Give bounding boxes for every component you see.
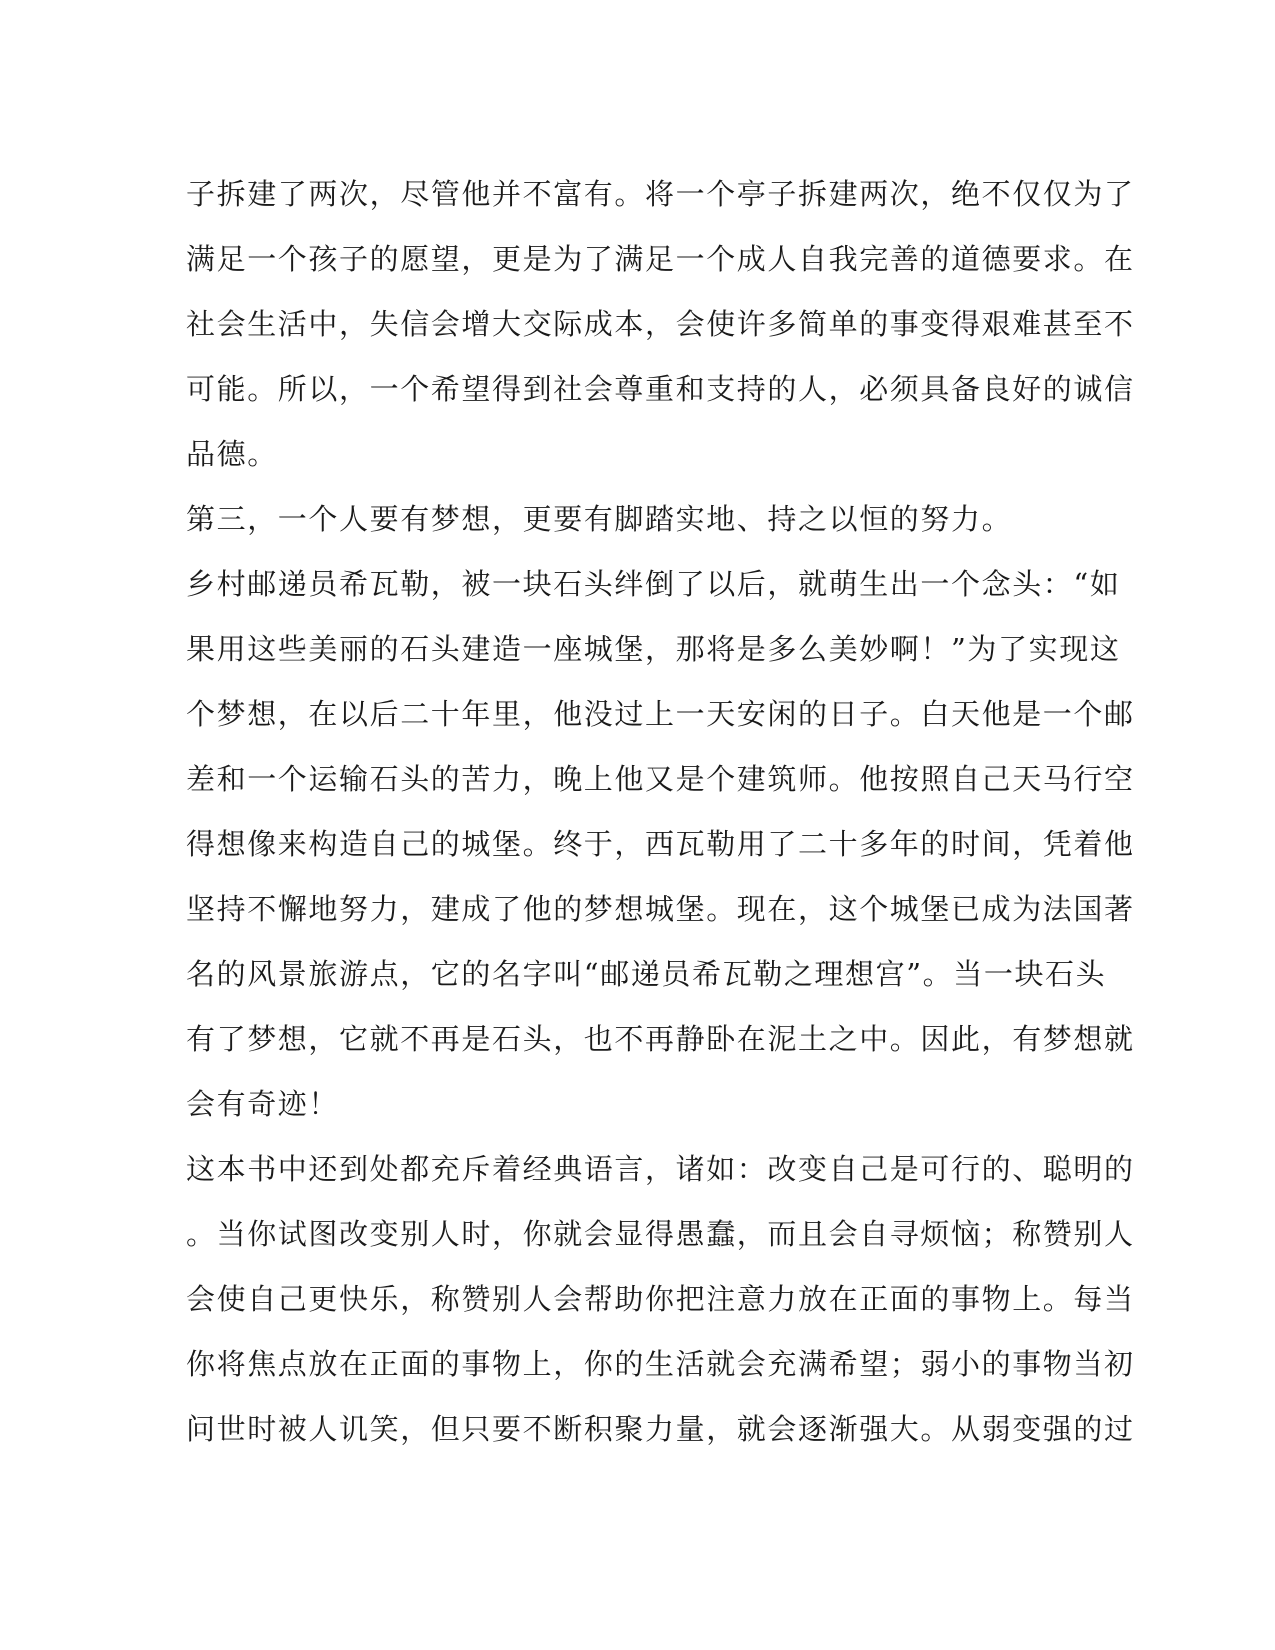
document-body (186, 162, 1135, 1462)
text-line: 会有奇迹！ (186, 1087, 340, 1121)
text-line: 可能。所以，一个希望得到社会尊重和支持的人，必须具备良好的诚信 (186, 372, 1135, 406)
text-line: 你将焦点放在正面的事物上，你的生活就会充满希望；弱小的事物当初 (186, 1347, 1135, 1381)
text-line: 坚持不懈地努力，建成了他的梦想城堡。现在，这个城堡已成为法国著 (186, 892, 1135, 926)
text-line: 乡村邮递员希瓦勒，被一块石头绊倒了以后，就萌生出一个念头：“如 (186, 567, 1121, 601)
text-line: 名的风景旅游点，它的名字叫“邮递员希瓦勒之理想宫”。当一块石头 (186, 957, 1107, 991)
text-line: 差和一个运输石头的苦力，晚上他又是个建筑师。他按照自己天马行空 (186, 762, 1135, 796)
text-line: 子拆建了两次，尽管他并不富有。将一个亭子拆建两次，绝不仅仅为了 (186, 177, 1135, 211)
text-line: 社会生活中，失信会增大交际成本，会使许多简单的事变得艰难甚至不 (186, 307, 1135, 341)
text-line: 这本书中还到处都充斥着经典语言，诸如：改变自己是可行的、聪明的 (186, 1152, 1135, 1186)
text-line: 满足一个孩子的愿望，更是为了满足一个成人自我完善的道德要求。在 (186, 242, 1135, 276)
text-line: 品德。 (186, 437, 278, 471)
text-line: 得想像来构造自己的城堡。终于，西瓦勒用了二十多年的时间，凭着他 (186, 827, 1135, 861)
text-line: 个梦想，在以后二十年里，他没过上一天安闲的日子。白天他是一个邮 (186, 697, 1135, 731)
text-line: 果用这些美丽的石头建造一座城堡，那将是多么美妙啊！”为了实现这 (186, 632, 1121, 666)
text-line: 有了梦想，它就不再是石头，也不再静卧在泥土之中。因此，有梦想就 (186, 1022, 1135, 1056)
text-line: 会使自己更快乐，称赞别人会帮助你把注意力放在正面的事物上。每当 (186, 1282, 1135, 1316)
text-line: 第三，一个人要有梦想，更要有脚踏实地、持之以恒的努力。 (186, 502, 1013, 536)
text-line: 。当你试图改变别人时，你就会显得愚蠢，而且会自寻烦恼；称赞别人 (186, 1217, 1135, 1251)
text-line: 问世时被人讥笑，但只要不断积聚力量，就会逐渐强大。从弱变强的过 (186, 1412, 1135, 1446)
